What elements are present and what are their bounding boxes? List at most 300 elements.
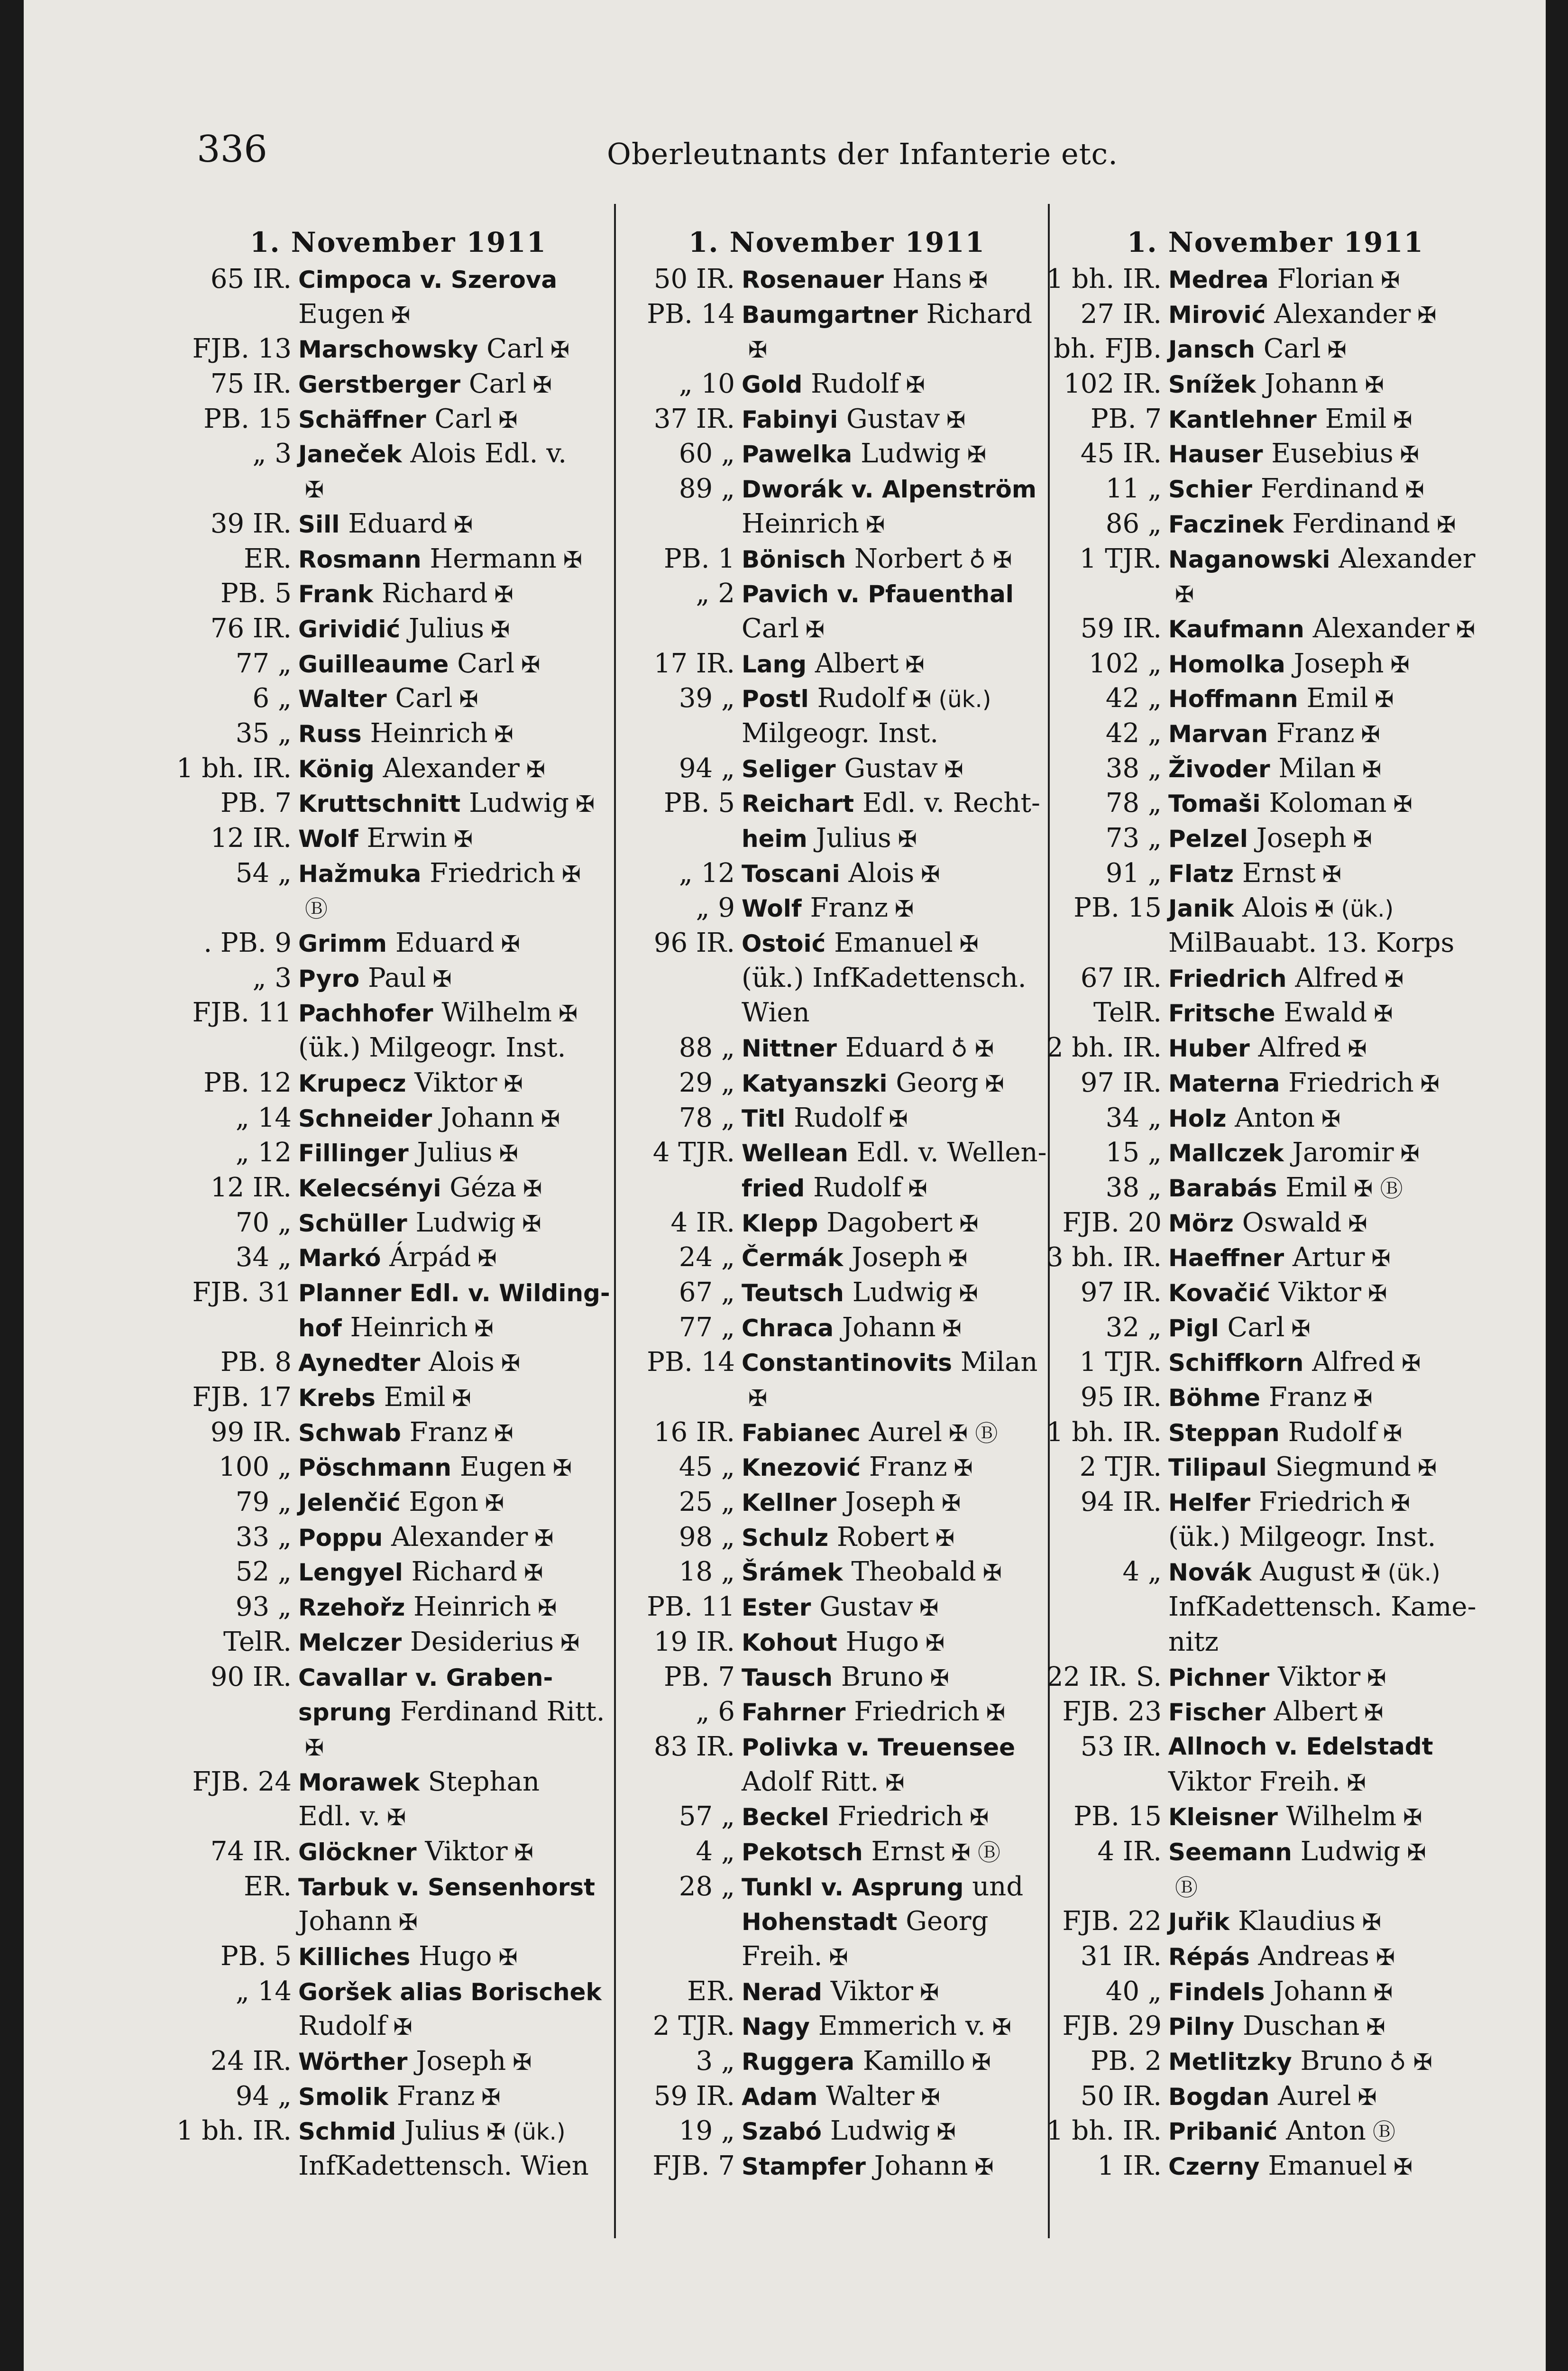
officer-name bbox=[1168, 716, 1505, 751]
decoration-icon: ✠ bbox=[498, 1944, 518, 1971]
surname: Tomaši bbox=[1168, 790, 1261, 818]
unit-designation: 74 IR. bbox=[210, 1836, 292, 1867]
unit-designation: 45 IR. bbox=[1080, 438, 1162, 469]
unit-designation: 24 IR. bbox=[210, 2046, 292, 2077]
entry-line bbox=[619, 1450, 1055, 1485]
decoration-icon: ✠ bbox=[541, 1105, 560, 1132]
entry-line bbox=[175, 1345, 621, 1380]
entry-line bbox=[619, 961, 1055, 996]
surname: Kovačić bbox=[1168, 1279, 1270, 1307]
given-name: Egon bbox=[409, 1487, 478, 1518]
decoration-icon: ✠ bbox=[919, 1595, 939, 1622]
officer-name bbox=[742, 786, 1055, 821]
given-name: Alfred bbox=[1258, 1032, 1341, 1064]
given-name: Richard bbox=[382, 578, 488, 609]
entry-line bbox=[175, 786, 621, 821]
officer-name bbox=[298, 926, 621, 961]
surname: Cimpoca v. Szerova bbox=[298, 266, 558, 294]
officer-name bbox=[742, 1869, 1055, 1904]
given-name: Hugo bbox=[419, 1941, 492, 1972]
officer-name bbox=[298, 2044, 621, 2079]
decoration-icon: ✠ bbox=[925, 1629, 945, 1656]
entry-line bbox=[619, 1520, 1055, 1555]
decoration-icon: ✠ bbox=[494, 721, 513, 748]
entry-line bbox=[1045, 1485, 1505, 1520]
decoration-icon: ✠ bbox=[1368, 1280, 1387, 1307]
officer-name bbox=[298, 1415, 621, 1450]
decoration-icon: ✠ bbox=[522, 1210, 541, 1237]
surname: Živoder bbox=[1168, 755, 1270, 783]
unit-designation: 18 „ bbox=[679, 1556, 735, 1588]
given-name: Robert bbox=[836, 1521, 929, 1553]
officer-name bbox=[742, 1135, 1055, 1170]
officer-name bbox=[298, 331, 621, 367]
unit-designation: FJB. 17 bbox=[192, 1382, 292, 1413]
given-name: Julius bbox=[816, 823, 891, 854]
officer-name bbox=[1168, 681, 1505, 716]
decoration-icon: ✠ bbox=[393, 2014, 413, 2041]
decoration-icon: ✠ bbox=[521, 651, 541, 678]
decoration-icon: ✠ bbox=[432, 965, 452, 993]
unit-designation: TelR. bbox=[223, 1626, 292, 1657]
officer-name bbox=[298, 1590, 621, 1625]
column-1 bbox=[175, 223, 621, 2262]
decoration-icon: ✠ bbox=[946, 406, 966, 433]
given-name: Friedrich bbox=[1259, 1487, 1385, 1518]
entry-line bbox=[1045, 297, 1505, 332]
entry-line bbox=[619, 1380, 1055, 1415]
given-name: Eugen bbox=[459, 1452, 546, 1483]
surname: Findels bbox=[1168, 1978, 1265, 2006]
decoration-icon: ✠ (ük.) bbox=[486, 2119, 566, 2146]
surname: Nerad bbox=[742, 1978, 822, 2006]
decoration-icon: ✠ bbox=[748, 337, 768, 364]
officer-name bbox=[742, 297, 1055, 332]
entry-line bbox=[1045, 436, 1505, 471]
surname: Grividić bbox=[298, 615, 401, 643]
given-name: Emil bbox=[384, 1382, 446, 1413]
entry-line bbox=[619, 2114, 1055, 2149]
surname: Pachhofer bbox=[298, 1000, 433, 1028]
surname: Glöckner bbox=[298, 1838, 417, 1866]
officer-name bbox=[742, 1066, 1055, 1101]
entry-line bbox=[175, 1939, 621, 1974]
unit-designation: 1 bh. IR. bbox=[1046, 1416, 1162, 1448]
unit-designation: PB. 7 bbox=[1090, 403, 1162, 434]
unit-designation bbox=[175, 1799, 298, 1834]
officer-name bbox=[742, 1310, 1055, 1345]
given-name: Carl bbox=[395, 683, 453, 714]
officer-name bbox=[1168, 2079, 1505, 2114]
entry-line bbox=[175, 1310, 621, 1345]
given-name: Viktor bbox=[414, 1067, 497, 1098]
given-name: Rudolf bbox=[298, 2011, 387, 2042]
officer-name bbox=[742, 681, 1055, 716]
given-name: Emil bbox=[1306, 683, 1368, 714]
surname: Jelenčić bbox=[298, 1489, 401, 1517]
surname: hof bbox=[298, 1314, 342, 1342]
surname: Pigl bbox=[1168, 1314, 1219, 1342]
entry-line bbox=[175, 716, 621, 751]
officer-name bbox=[742, 751, 1055, 786]
unit-designation: 67 IR. bbox=[1080, 962, 1162, 993]
given-name: Wilhelm bbox=[1286, 1801, 1397, 1832]
entry-line bbox=[619, 856, 1055, 891]
given-name: Julius bbox=[408, 613, 485, 644]
unit-designation: 4 „ bbox=[1122, 1556, 1162, 1588]
entry-line bbox=[1045, 2044, 1505, 2079]
entry-line bbox=[1045, 1625, 1505, 1660]
entry-line bbox=[1045, 1205, 1505, 1241]
surname: Kohout bbox=[742, 1628, 837, 1656]
officer-name bbox=[298, 1450, 621, 1485]
decoration-icon: ✠ bbox=[1348, 1210, 1367, 1237]
entry-line bbox=[1045, 402, 1505, 437]
given-name: Franz bbox=[409, 1416, 488, 1448]
decoration-icon: ✠ bbox=[921, 861, 940, 888]
decoration-icon: ✠ bbox=[921, 2084, 940, 2111]
entry-line bbox=[175, 856, 621, 891]
entry-line bbox=[1045, 262, 1505, 297]
given-name: Richard bbox=[411, 1556, 518, 1588]
given-name: Carl bbox=[1263, 333, 1321, 365]
decoration-icon: ✠ Ⓑ bbox=[1354, 1175, 1403, 1202]
officer-name bbox=[1168, 2149, 1505, 2184]
entry-line bbox=[175, 1450, 621, 1485]
entry-line bbox=[1045, 1170, 1505, 1205]
decoration-icon: ✠ bbox=[1362, 1909, 1382, 1936]
unit-designation: 3 bh. IR. bbox=[1046, 1242, 1162, 1273]
unit-designation: 73 „ bbox=[1105, 823, 1162, 854]
officer-name bbox=[1168, 961, 1505, 996]
given-name: Oswald bbox=[1242, 1207, 1342, 1238]
given-name: Eduard bbox=[845, 1032, 944, 1064]
entry-line bbox=[1045, 961, 1505, 996]
officer-name bbox=[298, 1275, 621, 1310]
entry-line bbox=[1045, 995, 1505, 1030]
unit-designation: 1 bh. IR. bbox=[176, 753, 292, 784]
officer-name bbox=[742, 331, 1055, 367]
unit-designation bbox=[175, 1310, 298, 1345]
given-name: Franz bbox=[1276, 717, 1355, 749]
officer-name bbox=[298, 1485, 621, 1520]
decoration-icon: ✠ bbox=[1357, 2084, 1377, 2111]
decoration-icon: ✠ (ük.) bbox=[1361, 1560, 1440, 1587]
officer-name bbox=[742, 1729, 1055, 1764]
unit-designation: 76 IR. bbox=[210, 613, 292, 644]
decoration-icon: ✠ bbox=[552, 1455, 572, 1482]
entry-line bbox=[175, 1101, 621, 1136]
unit-designation: „ 14 bbox=[235, 1102, 292, 1133]
unit-designation: 6 „ bbox=[252, 683, 292, 714]
decoration-icon: ✠ bbox=[494, 1420, 513, 1447]
entry-line bbox=[1045, 542, 1505, 577]
entry-line bbox=[619, 402, 1055, 437]
given-name: Julius bbox=[417, 1137, 493, 1168]
decoration-icon: ✠ bbox=[494, 581, 513, 608]
unit-designation: „ 2 bbox=[696, 578, 735, 609]
surname: Schulz bbox=[742, 1524, 829, 1552]
unit-designation: PB. 5 bbox=[663, 788, 735, 819]
surname: Polivka v. Treuensee bbox=[742, 1733, 1016, 1761]
entry-line bbox=[175, 1869, 621, 1904]
decoration-icon: ✠ Ⓑ bbox=[951, 1839, 1000, 1866]
officer-name bbox=[1168, 542, 1505, 577]
given-name: Ludwig bbox=[830, 2115, 930, 2147]
unit-designation: FJB. 22 bbox=[1062, 1906, 1162, 1937]
entry-line bbox=[1045, 2009, 1505, 2044]
entry-line bbox=[175, 1275, 621, 1310]
officer-name bbox=[298, 1310, 621, 1345]
surname: Nagy bbox=[742, 2013, 810, 2041]
unit-designation: 35 „ bbox=[235, 717, 292, 749]
unit-designation: 94 „ bbox=[679, 753, 735, 784]
surname: Seliger bbox=[742, 755, 836, 783]
officer-name bbox=[1168, 1660, 1505, 1695]
surname: Tunkl v. Asprung bbox=[742, 1873, 964, 1901]
entry-line bbox=[1045, 576, 1505, 611]
given-name: Ludwig bbox=[415, 1207, 516, 1238]
given-name: Desiderius bbox=[410, 1626, 554, 1657]
entry-line bbox=[619, 1066, 1055, 1101]
given-name: Ludwig bbox=[1300, 1836, 1401, 1867]
decoration-icon: ✠ bbox=[748, 1385, 768, 1412]
surname: Janik bbox=[1168, 895, 1234, 923]
decoration-icon: ✠ bbox=[866, 511, 885, 538]
surname: Smolik bbox=[298, 2083, 388, 2111]
entry-line bbox=[175, 1485, 621, 1520]
decoration-icon: ✠ bbox=[985, 1070, 1004, 1097]
page-number: 336 bbox=[197, 128, 267, 171]
officer-name bbox=[298, 1066, 621, 1101]
surname: Bönisch bbox=[742, 545, 846, 573]
given-name: Heinrich bbox=[742, 508, 860, 539]
unit-designation: 22 IR. S. bbox=[1046, 1661, 1162, 1692]
surname: Faczinek bbox=[1168, 510, 1284, 538]
unit-designation: 54 „ bbox=[235, 857, 292, 889]
unit-designation bbox=[175, 2009, 298, 2044]
entry-line bbox=[619, 1205, 1055, 1241]
given-name: Franz bbox=[396, 2080, 475, 2112]
decoration-icon: ✠ bbox=[805, 616, 825, 643]
decoration-icon: ✠ bbox=[532, 372, 552, 399]
surname: Mörz bbox=[1168, 1209, 1234, 1237]
decoration-icon: ✠ bbox=[524, 1560, 543, 1587]
surname: Pavich v. Pfauenthal bbox=[742, 580, 1014, 608]
unit-designation: 96 IR. bbox=[653, 928, 735, 959]
given-name: (ük.) Milgeogr. Inst. bbox=[1168, 1521, 1436, 1553]
unit-designation: FJB. 7 bbox=[652, 2150, 735, 2182]
unit-designation: 37 IR. bbox=[653, 403, 735, 434]
decoration-icon: ✠ bbox=[1405, 477, 1424, 504]
officer-name bbox=[1168, 1205, 1505, 1241]
entry-line bbox=[619, 297, 1055, 332]
unit-designation: 19 „ bbox=[679, 2115, 735, 2147]
decoration-icon: Ⓑ bbox=[1175, 1874, 1198, 1901]
officer-name bbox=[1168, 646, 1505, 681]
given-name: Ludwig bbox=[469, 788, 569, 819]
decoration-icon: ✠ bbox=[930, 1664, 949, 1691]
surname: Tarbuk v. Sensenhorst bbox=[298, 1873, 596, 1901]
decoration-icon: ✠ bbox=[906, 372, 925, 399]
officer-name bbox=[742, 1904, 1055, 1939]
surname: Rosmann bbox=[298, 545, 422, 573]
entry-line bbox=[619, 542, 1055, 577]
officer-name bbox=[742, 2044, 1055, 2079]
unit-designation: 16 IR. bbox=[653, 1416, 735, 1448]
surname: Tilipaul bbox=[1168, 1454, 1267, 1482]
decoration-icon: ✠ bbox=[968, 267, 988, 294]
decoration-icon: ✠ bbox=[563, 546, 583, 573]
unit-designation: PB. 14 bbox=[647, 1347, 735, 1378]
officer-name bbox=[298, 367, 621, 402]
given-name: Heinrich bbox=[413, 1591, 532, 1623]
entry-line bbox=[175, 1205, 621, 1241]
surname: Materna bbox=[1168, 1069, 1280, 1097]
decoration-icon: ✠ bbox=[391, 302, 411, 329]
entry-line bbox=[175, 891, 621, 926]
officer-name bbox=[742, 821, 1055, 856]
officer-name bbox=[298, 1135, 621, 1170]
entry-line bbox=[1045, 681, 1505, 716]
unit-designation: 1 TJR. bbox=[1079, 543, 1162, 574]
unit-designation: 12 IR. bbox=[210, 823, 292, 854]
entry-line bbox=[1045, 1030, 1505, 1066]
unit-designation: PB. 5 bbox=[220, 1941, 292, 1972]
decoration-icon: ♁ ✠ bbox=[1389, 2049, 1432, 2076]
given-name: Alois bbox=[848, 857, 915, 889]
entry-line bbox=[619, 891, 1055, 926]
decoration-icon: ✠ bbox=[942, 1490, 961, 1517]
decoration-icon: ✠ bbox=[1385, 965, 1404, 993]
entry-line bbox=[1045, 2114, 1505, 2149]
officer-name bbox=[1168, 1554, 1505, 1590]
officer-name bbox=[742, 1764, 1055, 1800]
entry-line bbox=[1045, 1660, 1505, 1695]
officer-name bbox=[298, 611, 621, 646]
given-name: August bbox=[1260, 1556, 1355, 1588]
given-name: Franz bbox=[810, 892, 889, 924]
given-name: Johann bbox=[874, 2150, 968, 2182]
decoration-icon: ✠ (ük.) bbox=[912, 686, 991, 713]
entry-line bbox=[1045, 646, 1505, 681]
entry-line bbox=[619, 821, 1055, 856]
decoration-icon: Ⓑ bbox=[1372, 2119, 1395, 2146]
entry-line bbox=[619, 926, 1055, 961]
unit-designation: 67 „ bbox=[679, 1277, 735, 1308]
given-name: Johann bbox=[298, 1906, 392, 1937]
unit-designation: PB. 15 bbox=[1073, 1801, 1162, 1832]
officer-name bbox=[742, 1974, 1055, 2009]
decoration-icon: ✠ bbox=[1403, 1804, 1422, 1831]
unit-designation: 90 IR. bbox=[210, 1661, 292, 1692]
unit-designation: 4 IR. bbox=[1097, 1836, 1162, 1867]
entry-line bbox=[619, 646, 1055, 681]
entry-line bbox=[619, 995, 1055, 1030]
officer-name bbox=[1168, 262, 1505, 297]
surname: Chraca bbox=[742, 1314, 834, 1342]
surname: Morawek bbox=[298, 1768, 420, 1796]
decoration-icon: ✠ bbox=[967, 441, 987, 469]
decoration-icon: ✠ bbox=[305, 477, 324, 504]
unit-designation: „ 3 bbox=[252, 438, 292, 469]
entry-line bbox=[175, 506, 621, 542]
decoration-icon: ✠ bbox=[454, 826, 473, 853]
unit-designation: 1 IR. bbox=[1097, 2150, 1162, 2182]
entry-line bbox=[1045, 367, 1505, 402]
unit-designation: 27 IR. bbox=[1080, 298, 1162, 330]
entry-line bbox=[619, 1904, 1055, 1939]
surname: Naganowski bbox=[1168, 545, 1330, 573]
entry-line bbox=[619, 1240, 1055, 1275]
decoration-icon: ✠ bbox=[485, 1490, 504, 1517]
surname: Pawelka bbox=[742, 441, 853, 469]
surname: Juřik bbox=[1168, 1908, 1230, 1936]
officer-name bbox=[742, 1240, 1055, 1275]
surname: Goršek alias Borischek bbox=[298, 1978, 602, 2006]
decoration-icon: ✠ bbox=[1322, 861, 1342, 888]
entry-line bbox=[175, 297, 621, 332]
surname: Ruggera bbox=[742, 2048, 854, 2076]
entry-line bbox=[175, 1170, 621, 1205]
officer-name bbox=[742, 1205, 1055, 1241]
decoration-icon: ✠ bbox=[1353, 826, 1372, 853]
unit-designation bbox=[619, 995, 742, 1030]
entry-line bbox=[1045, 1869, 1505, 1904]
surname: Bogdan bbox=[1168, 2083, 1270, 2111]
entry-line bbox=[619, 1974, 1055, 2009]
given-name: Bruno bbox=[1300, 2046, 1383, 2077]
given-name: Ludwig bbox=[861, 438, 961, 469]
entry-line bbox=[1045, 1729, 1505, 1764]
decoration-icon: ✠ bbox=[558, 1001, 578, 1028]
surname: Fabianec bbox=[742, 1419, 861, 1447]
entry-line bbox=[619, 1170, 1055, 1205]
unit-designation: 52 „ bbox=[235, 1556, 292, 1588]
entry-line bbox=[175, 1240, 621, 1275]
given-name: Eduard bbox=[395, 928, 495, 959]
surname: Wolf bbox=[298, 825, 358, 853]
decoration-icon: ✠ bbox=[1327, 337, 1347, 364]
decoration-icon: ✠ bbox=[575, 791, 595, 818]
surname: Gold bbox=[742, 371, 803, 399]
officer-name bbox=[298, 821, 621, 856]
entry-line bbox=[619, 1660, 1055, 1695]
unit-designation: 77 „ bbox=[679, 1312, 735, 1343]
entry-line bbox=[1045, 1520, 1505, 1555]
given-name: Carl bbox=[434, 403, 492, 434]
surname: Fabinyi bbox=[742, 405, 838, 433]
officer-name bbox=[1168, 1485, 1505, 1520]
officer-name bbox=[1168, 1240, 1505, 1275]
entry-line bbox=[619, 471, 1055, 506]
surname: Adam bbox=[742, 2083, 818, 2111]
entry-line bbox=[175, 926, 621, 961]
unit-designation: PB. 5 bbox=[220, 578, 292, 609]
entry-line bbox=[1045, 506, 1505, 542]
officer-name bbox=[1168, 926, 1505, 961]
surname: Böhme bbox=[1168, 1384, 1261, 1412]
officer-name bbox=[298, 961, 621, 996]
entry-line bbox=[175, 262, 621, 297]
entry-line bbox=[619, 1799, 1055, 1834]
given-name: Alfred bbox=[1312, 1347, 1395, 1378]
officer-name bbox=[742, 576, 1055, 611]
book-page bbox=[24, 0, 1546, 2371]
given-name: Jaromir bbox=[1292, 1137, 1394, 1168]
entry-line bbox=[175, 1904, 621, 1939]
given-name: Eugen bbox=[298, 298, 385, 330]
